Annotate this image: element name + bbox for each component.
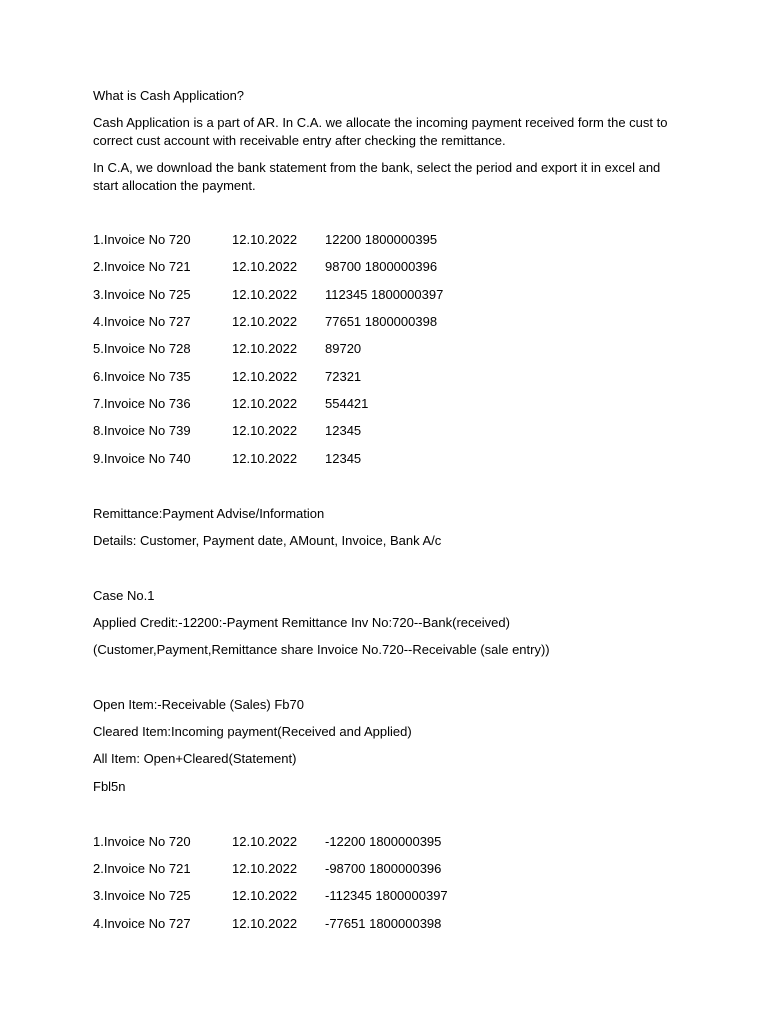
table-row xyxy=(93,915,493,933)
details-line: Details: Customer, Payment date, AMount, Invoice, Bank A/c xyxy=(93,533,442,548)
amount-cell: -12200 1800000395 xyxy=(325,834,442,849)
table-row xyxy=(93,368,493,386)
amount-cell: 12345 xyxy=(325,423,362,438)
table-row xyxy=(93,833,493,851)
paragraph-definition: Cash Application is a part of AR. In C.A. we allocate the incoming payment received form the cust to correct cust account with receivable entry after checking the remittance. xyxy=(93,115,668,148)
amount-cell: -98700 1800000396 xyxy=(325,861,442,876)
invoice-cell: 1.Invoice No 720 xyxy=(93,232,191,247)
amount-cell: -77651 1800000398 xyxy=(325,916,442,931)
table-row xyxy=(93,422,493,440)
date-cell: 12.10.2022 xyxy=(232,423,298,438)
cleared-item-line: Cleared Item:Incoming payment(Received and Applied) xyxy=(93,724,412,739)
transaction-code-line: Fbl5n xyxy=(93,779,126,794)
amount-cell: 112345 1800000397 xyxy=(325,287,444,302)
document-heading: What is Cash Application? xyxy=(93,88,245,103)
table-row xyxy=(93,395,493,413)
invoice-cell: 5.Invoice No 728 xyxy=(93,341,191,356)
date-cell: 12.10.2022 xyxy=(232,314,298,329)
table-row xyxy=(93,313,493,331)
table-row xyxy=(93,231,493,249)
table-row xyxy=(93,887,493,905)
table-row xyxy=(93,340,493,358)
date-cell: 12.10.2022 xyxy=(232,451,298,466)
all-item-line: All Item: Open+Cleared(Statement) xyxy=(93,751,297,766)
date-cell: 12.10.2022 xyxy=(232,888,298,903)
invoice-cell: 3.Invoice No 725 xyxy=(93,287,191,302)
date-cell: 12.10.2022 xyxy=(232,259,298,274)
date-cell: 12.10.2022 xyxy=(232,916,298,931)
date-cell: 12.10.2022 xyxy=(232,287,298,302)
date-cell: 12.10.2022 xyxy=(232,834,298,849)
invoice-cell: 9.Invoice No 740 xyxy=(93,451,191,466)
amount-cell: 89720 xyxy=(325,341,362,356)
invoice-cell: 8.Invoice No 739 xyxy=(93,423,191,438)
date-cell: 12.10.2022 xyxy=(232,396,298,411)
invoice-cell: 4.Invoice No 727 xyxy=(93,916,191,931)
invoice-cell: 2.Invoice No 721 xyxy=(93,861,191,876)
amount-cell: 12200 1800000395 xyxy=(325,232,438,247)
table-row xyxy=(93,450,493,468)
invoice-cell: 2.Invoice No 721 xyxy=(93,259,191,274)
date-cell: 12.10.2022 xyxy=(232,861,298,876)
date-cell: 12.10.2022 xyxy=(232,369,298,384)
invoice-cell: 6.Invoice No 735 xyxy=(93,369,191,384)
amount-cell: 72321 xyxy=(325,369,362,384)
date-cell: 12.10.2022 xyxy=(232,232,298,247)
customer-line: (Customer,Payment,Remittance share Invoice No.720--Receivable (sale entry)) xyxy=(93,642,550,657)
open-item-line: Open Item:-Receivable (Sales) Fb70 xyxy=(93,697,304,712)
table-row xyxy=(93,860,493,878)
amount-cell: 77651 1800000398 xyxy=(325,314,438,329)
amount-cell: 12345 xyxy=(325,451,362,466)
date-cell: 12.10.2022 xyxy=(232,341,298,356)
invoice-cell: 7.Invoice No 736 xyxy=(93,396,191,411)
applied-credit-line: Applied Credit:-12200:-Payment Remittance Inv No:720--Bank(received) xyxy=(93,615,510,630)
amount-cell: 554421 xyxy=(325,396,369,411)
table-row xyxy=(93,286,493,304)
paragraph-process: In C.A, we download the bank statement from the bank, select the period and export it in excel and start allocation the payment. xyxy=(93,160,661,193)
amount-cell: 98700 1800000396 xyxy=(325,259,438,274)
invoice-cell: 3.Invoice No 725 xyxy=(93,888,191,903)
case-title: Case No.1 xyxy=(93,588,155,603)
remittance-line: Remittance:Payment Advise/Information xyxy=(93,506,325,521)
table-row xyxy=(93,258,493,276)
invoice-cell: 4.Invoice No 727 xyxy=(93,314,191,329)
invoice-cell: 1.Invoice No 720 xyxy=(93,834,191,849)
amount-cell: -112345 1800000397 xyxy=(325,888,448,903)
